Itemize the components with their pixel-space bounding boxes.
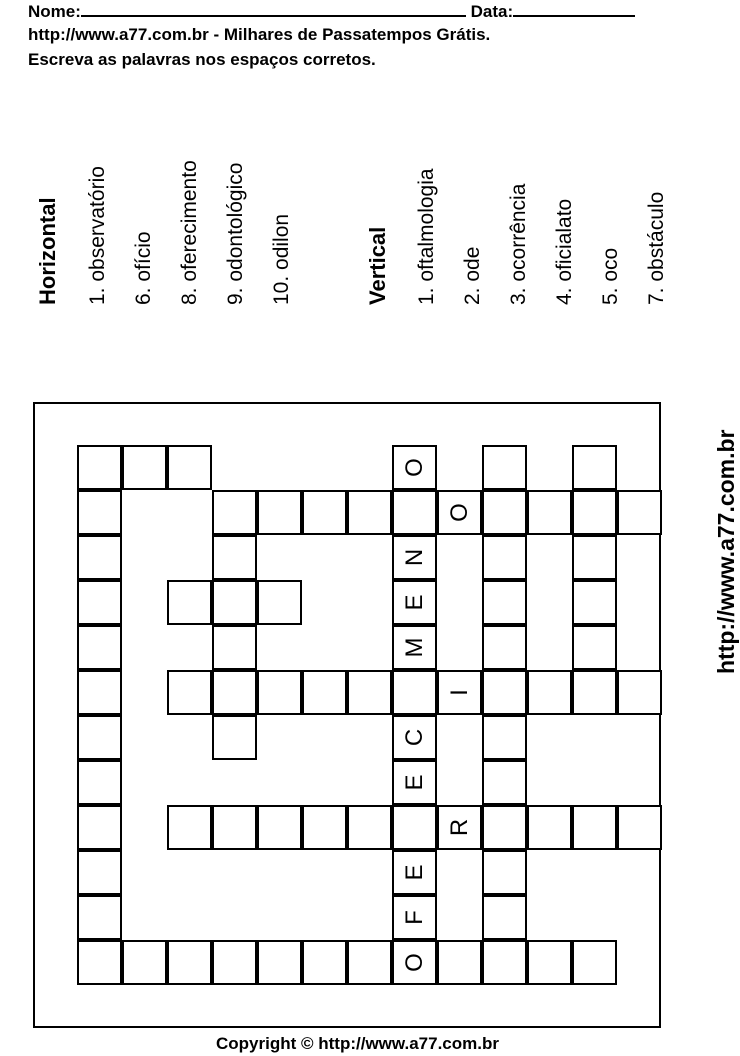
grid-cell-empty[interactable] — [77, 625, 122, 670]
grid-cell-empty[interactable] — [77, 895, 122, 940]
grid-cell-empty[interactable] — [527, 805, 572, 850]
grid-cell-empty[interactable] — [482, 805, 527, 850]
vertical-clue: 1. oftalmologia — [415, 168, 438, 305]
grid-cell-empty[interactable] — [482, 580, 527, 625]
horizontal-clue: 1. observatório — [86, 166, 109, 305]
grid-cell-empty[interactable] — [257, 940, 302, 985]
grid-cell-empty[interactable] — [482, 715, 527, 760]
grid-cell-empty[interactable] — [212, 805, 257, 850]
grid-cell-empty[interactable] — [572, 625, 617, 670]
vertical-clue: 4. oficialato — [553, 198, 576, 305]
grid-cell-empty[interactable] — [77, 850, 122, 895]
grid-cell-empty[interactable] — [257, 670, 302, 715]
grid-cell-empty[interactable] — [572, 580, 617, 625]
vertical-clue: 2. ode — [461, 246, 484, 305]
grid-cell-empty[interactable] — [212, 490, 257, 535]
horizontal-clue: 9. odontológico — [224, 162, 247, 305]
horizontal-heading: Horizontal — [35, 197, 60, 305]
grid-cell-empty[interactable] — [482, 490, 527, 535]
grid-cell-empty[interactable] — [302, 490, 347, 535]
name-date-line — [28, 2, 635, 22]
grid-cell-empty[interactable] — [482, 670, 527, 715]
grid-cell-empty[interactable] — [77, 535, 122, 580]
grid-cell-empty[interactable] — [77, 940, 122, 985]
grid-cell-filled[interactable] — [437, 490, 482, 535]
cell-letter: E — [400, 864, 428, 881]
grid-cell-empty[interactable] — [167, 445, 212, 490]
grid-cell-empty[interactable] — [482, 760, 527, 805]
cell-letter: F — [400, 910, 428, 925]
grid-cell-empty[interactable] — [572, 805, 617, 850]
grid-cell-empty[interactable] — [212, 670, 257, 715]
horizontal-clue: 8. oferecimento — [178, 160, 201, 305]
grid-cell-filled[interactable] — [392, 715, 437, 760]
grid-cell-empty[interactable] — [572, 445, 617, 490]
grid-cell-empty[interactable] — [167, 805, 212, 850]
vertical-heading: Vertical — [365, 226, 390, 305]
grid-cell-empty[interactable] — [572, 535, 617, 580]
horizontal-clue: 10. odilon — [270, 213, 293, 305]
grid-cell-empty[interactable] — [77, 760, 122, 805]
grid-cell-empty[interactable] — [527, 670, 572, 715]
cell-letter: R — [445, 818, 473, 837]
grid-cell-empty[interactable] — [212, 625, 257, 670]
grid-cell-empty[interactable] — [527, 940, 572, 985]
grid-cell-empty[interactable] — [302, 940, 347, 985]
grid-cell-empty[interactable] — [302, 805, 347, 850]
grid-cell-empty[interactable] — [617, 805, 662, 850]
cell-letter: N — [400, 548, 428, 567]
name-label: Nome: — [28, 2, 81, 21]
grid-cell-empty[interactable] — [212, 580, 257, 625]
grid-cell-empty[interactable] — [212, 535, 257, 580]
grid-cell-empty[interactable] — [77, 715, 122, 760]
grid-cell-empty[interactable] — [482, 535, 527, 580]
side-url: http://www.a77.com.br — [713, 429, 739, 674]
cell-letter: O — [400, 458, 428, 477]
grid-cell-filled[interactable] — [392, 850, 437, 895]
grid-cell-filled[interactable] — [392, 760, 437, 805]
copyright: Copyright © http://www.a77.com.br — [216, 1034, 499, 1053]
grid-cell-empty[interactable] — [122, 940, 167, 985]
grid-cell-empty[interactable] — [482, 625, 527, 670]
cell-letter: O — [400, 953, 428, 972]
grid-cell-empty[interactable] — [392, 490, 437, 535]
grid-cell-empty[interactable] — [347, 940, 392, 985]
grid-cell-filled[interactable] — [437, 670, 482, 715]
grid-cell-empty[interactable] — [77, 445, 122, 490]
grid-cell-empty[interactable] — [167, 940, 212, 985]
grid-cell-empty[interactable] — [482, 850, 527, 895]
grid-cell-filled[interactable] — [392, 895, 437, 940]
vertical-clue: 5. oco — [599, 247, 622, 305]
site-line: http://www.a77.com.br - Milhares de Passatempos Grátis. — [28, 25, 491, 44]
date-blank[interactable] — [513, 2, 635, 17]
grid-cell-filled[interactable] — [392, 535, 437, 580]
grid-cell-filled[interactable] — [392, 445, 437, 490]
grid-cell-empty[interactable] — [257, 580, 302, 625]
grid-cell-filled[interactable] — [392, 625, 437, 670]
grid-cell-empty[interactable] — [482, 895, 527, 940]
name-blank[interactable] — [81, 2, 466, 17]
grid-cell-empty[interactable] — [527, 490, 572, 535]
grid-cell-empty[interactable] — [257, 805, 302, 850]
grid-cell-empty[interactable] — [77, 805, 122, 850]
grid-cell-empty[interactable] — [572, 490, 617, 535]
cell-letter: O — [445, 503, 473, 522]
grid-cell-empty[interactable] — [212, 940, 257, 985]
grid-cell-empty[interactable] — [482, 940, 527, 985]
grid-cell-filled[interactable] — [392, 580, 437, 625]
grid-cell-empty[interactable] — [572, 940, 617, 985]
grid-cell-empty[interactable] — [77, 670, 122, 715]
cell-letter: M — [400, 637, 428, 658]
cell-letter: I — [445, 689, 473, 696]
grid-cell-filled[interactable] — [392, 940, 437, 985]
grid-cell-empty[interactable] — [302, 670, 347, 715]
horizontal-clue: 6. ofício — [132, 231, 155, 305]
cell-letter: E — [400, 774, 428, 791]
instruction-line: Escreva as palavras nos espaços corretos. — [28, 50, 376, 69]
grid-cell-empty[interactable] — [77, 490, 122, 535]
grid-cell-empty[interactable] — [77, 580, 122, 625]
grid-cell-empty[interactable] — [392, 805, 437, 850]
grid-cell-empty[interactable] — [347, 670, 392, 715]
grid-cell-empty[interactable] — [122, 445, 167, 490]
grid-cell-empty[interactable] — [212, 715, 257, 760]
grid-cell-empty[interactable] — [617, 490, 662, 535]
grid-cell-filled[interactable] — [437, 805, 482, 850]
date-label: Data: — [470, 2, 514, 21]
grid-cell-empty[interactable] — [482, 445, 527, 490]
grid-cell-empty[interactable] — [347, 805, 392, 850]
grid-cell-empty[interactable] — [257, 490, 302, 535]
grid-cell-empty[interactable] — [167, 670, 212, 715]
vertical-clue: 7. obstáculo — [645, 191, 668, 305]
grid-cell-empty[interactable] — [347, 490, 392, 535]
grid-cell-empty[interactable] — [617, 670, 662, 715]
grid-cell-empty[interactable] — [392, 670, 437, 715]
vertical-clue: 3. ocorrência — [507, 183, 530, 305]
grid-cell-empty[interactable] — [167, 580, 212, 625]
cell-letter: E — [400, 594, 428, 611]
grid-cell-empty[interactable] — [572, 670, 617, 715]
cell-letter: C — [400, 728, 428, 747]
grid-cell-empty[interactable] — [437, 940, 482, 985]
